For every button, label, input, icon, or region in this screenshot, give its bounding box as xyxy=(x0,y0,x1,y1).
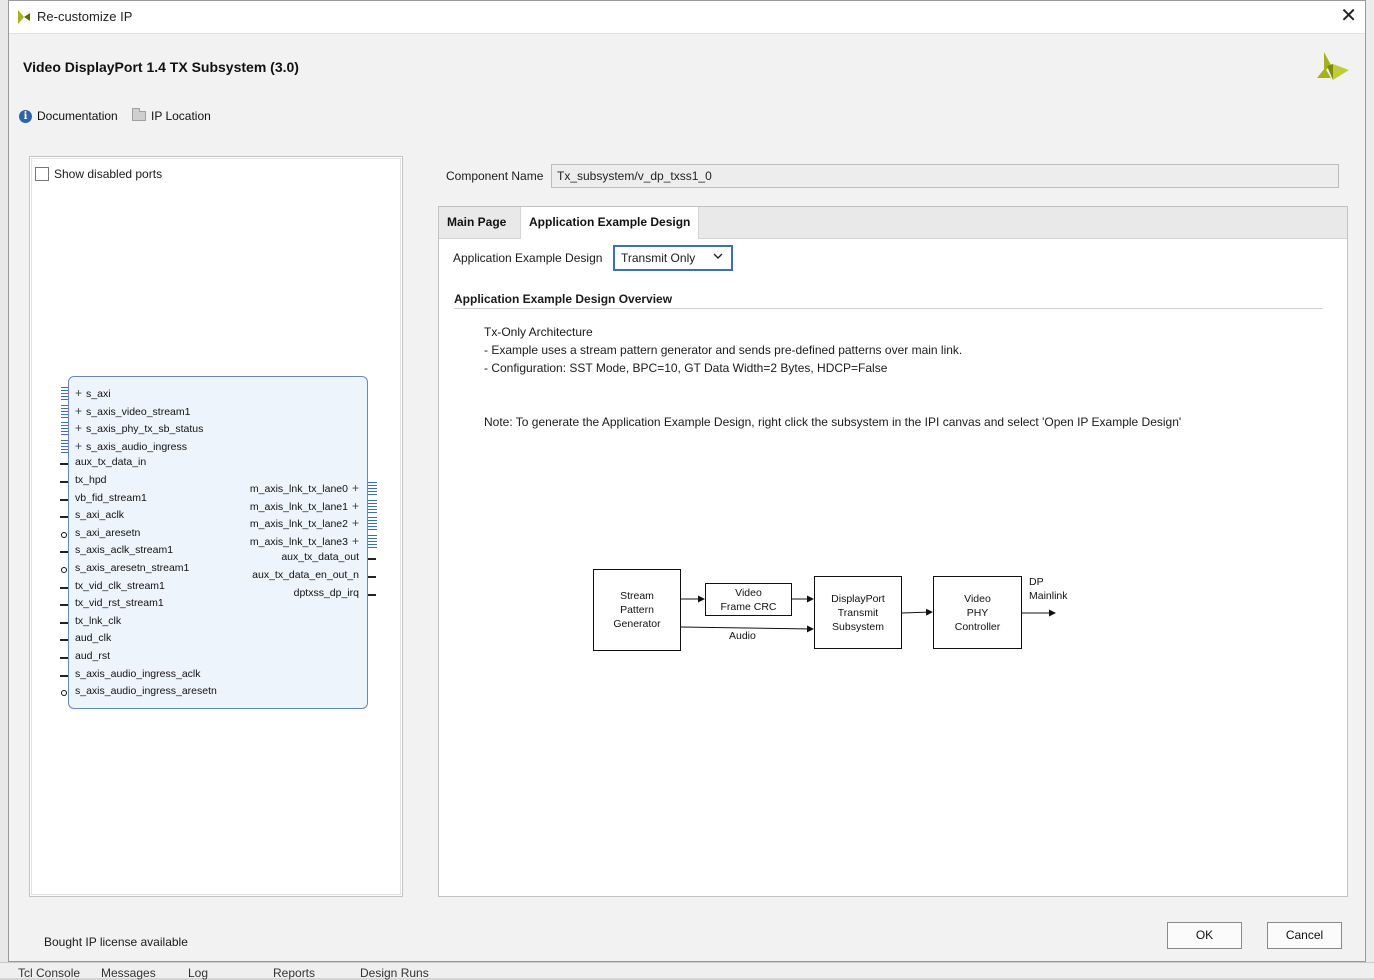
reset-pin-icon xyxy=(61,567,67,573)
bus-pin-icon xyxy=(368,482,377,495)
show-disabled-ports-label: Show disabled ports xyxy=(54,167,163,181)
port-label: aux_tx_data_in xyxy=(75,456,147,469)
bg-tab-design-runs[interactable]: Design Runs xyxy=(360,966,429,980)
ip-name-heading: Video DisplayPort 1.4 TX Subsystem (3.0) xyxy=(23,59,299,75)
arrow-audio xyxy=(681,627,813,629)
ip-location-link[interactable] xyxy=(132,109,211,123)
port-s-axis-phy-tx-sb-status xyxy=(75,421,203,435)
port-label: aud_rst xyxy=(75,650,111,662)
example-design-diagram xyxy=(589,565,1089,665)
dialog-header xyxy=(9,34,1365,96)
wire-pin-icon xyxy=(368,576,376,578)
port-vb-fid-stream1 xyxy=(75,492,147,504)
tab-application-example-design[interactable]: Application Example Design xyxy=(520,207,699,239)
expand-port-icon[interactable]: + xyxy=(351,498,359,513)
background-tab-bar xyxy=(0,962,1374,978)
ok-button[interactable]: OK xyxy=(1167,922,1242,949)
port-s-axi-aclk xyxy=(75,509,124,521)
tab-bar xyxy=(439,207,1347,239)
bus-pin-icon xyxy=(368,517,377,530)
wire-pin-icon xyxy=(368,558,376,560)
port-dptxss-dp-irq xyxy=(294,587,359,599)
port-tx-vid-rst-stream1 xyxy=(75,597,164,609)
show-disabled-ports-checkbox[interactable] xyxy=(35,167,162,181)
port-label: aud_clk xyxy=(75,632,112,645)
title-bar xyxy=(9,1,1365,34)
port-label: tx_lnk_clk xyxy=(75,614,122,627)
wire-pin-icon xyxy=(60,587,68,589)
port-label: aux_tx_data_en_out_n xyxy=(252,569,359,581)
checkbox-box[interactable] xyxy=(35,167,49,181)
recustomize-ip-dialog xyxy=(8,0,1366,962)
vivado-logo-icon xyxy=(16,9,32,25)
port-aud-clk xyxy=(75,632,111,644)
folder-icon xyxy=(132,111,146,121)
bus-pin-icon xyxy=(61,422,68,435)
port-label: tx_vid_clk_stream1 xyxy=(75,579,165,592)
port-label: s_axis_audio_ingress_aresetn xyxy=(75,685,217,698)
close-icon[interactable]: ✕ xyxy=(1340,5,1357,27)
component-name-label: Component Name xyxy=(446,169,544,183)
reset-pin-icon xyxy=(61,532,67,538)
xilinx-logo-icon xyxy=(1315,50,1351,84)
wire-pin-icon xyxy=(60,463,68,465)
port-label: s_axi_aresetn xyxy=(75,526,141,539)
ip-block-symbol xyxy=(68,376,368,709)
bus-pin-icon xyxy=(61,387,68,400)
component-name-field[interactable]: Tx_subsystem/v_dp_txss1_0 xyxy=(551,164,1339,188)
port-label: dptxss_dp_irq xyxy=(293,586,359,599)
port-label: m_axis_lnk_tx_lane0 xyxy=(249,483,348,495)
port-label: m_axis_lnk_tx_lane3 xyxy=(249,535,348,548)
port-label: s_axis_aresetn_stream1 xyxy=(75,562,190,574)
port-s-axis-audio-ingress-aresetn xyxy=(75,685,217,697)
wire-pin-icon xyxy=(60,675,68,677)
port-label: s_axis_phy_tx_sb_status xyxy=(86,423,204,436)
port-m-axis-lnk-tx-lane3 xyxy=(250,534,359,548)
port-aux-tx-data-in xyxy=(75,456,146,468)
documentation-link[interactable] xyxy=(19,109,118,123)
bus-pin-icon xyxy=(368,500,377,513)
bg-tab-log[interactable]: Log xyxy=(188,966,209,980)
port-label: s_axis_video_stream1 xyxy=(86,405,191,418)
port-s-axis-aclk-stream1 xyxy=(75,544,173,556)
config-tabs-panel xyxy=(438,206,1348,897)
wire-pin-icon xyxy=(60,499,68,501)
aed-select[interactable] xyxy=(613,245,733,271)
dialog-title: Re-customize IP xyxy=(37,9,133,24)
wire-pin-icon xyxy=(60,481,68,483)
expand-port-icon[interactable]: + xyxy=(351,516,359,531)
port-label: s_axi_aclk xyxy=(75,509,125,522)
ip-location-label: IP Location xyxy=(151,109,211,123)
ip-symbol-panel xyxy=(29,156,403,897)
video-phy-controller-label: Video PHY Controller xyxy=(954,592,1001,633)
bus-pin-icon xyxy=(61,405,68,418)
wire-pin-icon xyxy=(60,516,68,518)
port-m-axis-lnk-tx-lane2 xyxy=(250,516,359,530)
port-aux-tx-data-out xyxy=(281,551,359,563)
license-note: Bought IP license available xyxy=(44,935,188,949)
expand-port-icon[interactable]: + xyxy=(75,386,83,400)
port-s-axi xyxy=(75,386,111,400)
port-s-axis-video-stream1 xyxy=(75,404,191,418)
port-label: s_axis_audio_ingress xyxy=(86,440,187,453)
cancel-button[interactable]: Cancel xyxy=(1267,922,1342,949)
audio-label: Audio xyxy=(729,630,756,642)
dp-mainlink-label: DP Mainlink xyxy=(1029,576,1068,602)
overview-heading: Application Example Design Overview xyxy=(454,292,673,306)
bus-pin-icon xyxy=(61,440,68,453)
port-tx-lnk-clk xyxy=(75,615,121,627)
port-label: m_axis_lnk_tx_lane1 xyxy=(249,500,348,513)
port-label: s_axis_audio_ingress_aclk xyxy=(75,667,201,680)
port-aux-tx-data-en-out-n xyxy=(252,569,359,581)
desc-line-1: Tx-Only Architecture xyxy=(484,325,593,339)
port-m-axis-lnk-tx-lane0 xyxy=(250,481,359,495)
desc-line-3: - Configuration: SST Mode, BPC=10, GT Data Width=2 Bytes, HDCP=False xyxy=(484,361,888,375)
video-frame-crc-label: Video Frame CRC xyxy=(720,586,777,613)
diagram-arrows xyxy=(589,565,1089,665)
port-s-axis-audio-ingress xyxy=(75,439,187,453)
stream-pattern-generator-label: Stream Pattern Generator xyxy=(613,590,661,630)
background-window-left xyxy=(0,0,8,977)
aed-selected-value: Transmit Only xyxy=(621,251,696,265)
wire-pin-icon xyxy=(368,594,376,596)
displayport-transmit-subsystem-label: DisplayPort Transmit Subsystem xyxy=(831,592,885,633)
background-window-right xyxy=(1366,0,1374,977)
ip-symbol-canvas xyxy=(31,158,401,895)
example-design-note: Note: To generate the Application Example Design, right click the subsystem in the IPI canvas and select 'Open IP Example Design' xyxy=(484,415,1182,429)
port-s-axis-audio-ingress-aclk xyxy=(75,668,201,680)
wire-pin-icon xyxy=(60,657,68,659)
bus-pin-icon xyxy=(368,535,377,548)
bg-tab-messages[interactable]: Messages xyxy=(101,966,156,980)
wire-pin-icon xyxy=(60,551,68,553)
desc-line-2: - Example uses a stream pattern generator and sends pre-defined patterns over main link. xyxy=(484,343,963,357)
port-aud-rst xyxy=(75,650,110,662)
info-icon: i xyxy=(19,110,32,123)
port-label: s_axi xyxy=(86,388,111,400)
port-label: s_axis_aclk_stream1 xyxy=(75,544,174,557)
port-label: tx_hpd xyxy=(75,474,107,486)
wire-pin-icon xyxy=(60,639,68,641)
documentation-label: Documentation xyxy=(37,109,118,123)
port-label: m_axis_lnk_tx_lane2 xyxy=(249,518,348,531)
port-tx-vid-clk-stream1 xyxy=(75,580,165,592)
expand-port-icon[interactable]: + xyxy=(75,438,83,453)
chevron-down-icon xyxy=(713,251,723,261)
wire-pin-icon xyxy=(60,622,68,624)
expand-port-icon[interactable]: + xyxy=(351,481,359,495)
reset-pin-icon xyxy=(61,690,67,696)
arrow-dptx-to-phy xyxy=(902,612,932,613)
port-s-axi-aresetn xyxy=(75,527,140,539)
expand-port-icon[interactable]: + xyxy=(75,421,83,436)
port-s-axis-aresetn-stream1 xyxy=(75,562,189,574)
port-label: tx_vid_rst_stream1 xyxy=(75,597,164,610)
port-tx-hpd xyxy=(75,474,107,486)
expand-port-icon[interactable]: + xyxy=(351,533,359,548)
port-label: vb_fid_stream1 xyxy=(75,491,147,504)
expand-port-icon[interactable]: + xyxy=(75,403,83,418)
wire-pin-icon xyxy=(60,604,68,606)
tab-main-page[interactable]: Main Page xyxy=(447,215,507,229)
port-m-axis-lnk-tx-lane1 xyxy=(250,499,359,513)
port-label: aux_tx_data_out xyxy=(281,551,359,564)
bg-tab-tcl-console[interactable]: Tcl Console xyxy=(18,966,81,980)
aed-field-label: Application Example Design xyxy=(453,251,603,265)
bg-tab-reports[interactable]: Reports xyxy=(273,966,316,980)
overview-divider xyxy=(454,308,1323,309)
